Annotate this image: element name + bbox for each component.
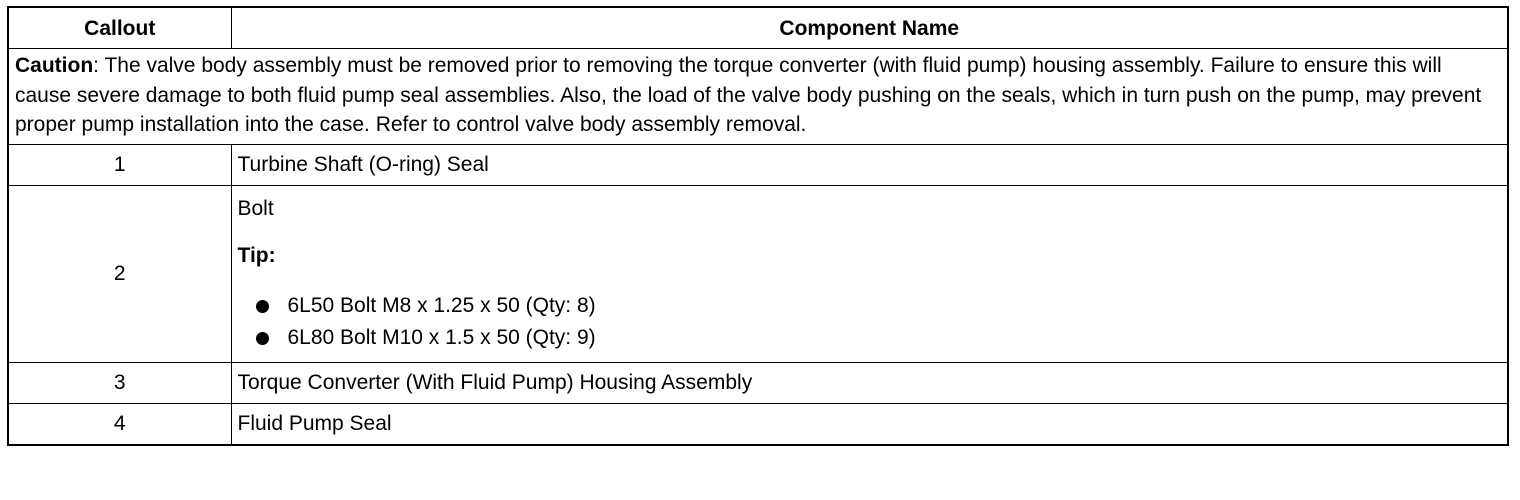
callout-cell: 4 [8, 403, 231, 445]
table-row [8, 403, 1508, 445]
tip-label: Tip: [237, 243, 276, 267]
header-callout: Callout [8, 7, 231, 49]
callout-cell: 3 [8, 362, 231, 403]
bullet-icon [256, 332, 269, 345]
caution-row [8, 49, 1508, 145]
table-row [8, 362, 1508, 403]
tip-text: 6L50 Bolt M8 x 1.25 x 50 (Qty: 8) [287, 293, 596, 317]
header-component-name: Component Name [231, 7, 1508, 49]
table-row [8, 144, 1508, 185]
header-row [8, 7, 1508, 49]
tip-item [238, 322, 1502, 354]
document-wrapper [7, 6, 1509, 446]
caution-cell [8, 49, 1508, 145]
tip-text: 6L80 Bolt M10 x 1.5 x 50 (Qty: 9) [287, 325, 596, 349]
component-name-cell: Turbine Shaft (O-ring) Seal [231, 144, 1508, 185]
callout-cell: 1 [8, 144, 231, 185]
tip-item [238, 290, 1502, 322]
component-name-cell: Fluid Pump Seal [231, 403, 1508, 445]
caution-label: Caution [15, 54, 94, 77]
caution-text: : The valve body assembly must be removed prior to removing the torque converter (with fluid pump) housing assembly. Failure to ensure this will cause severe damage to both fluid pump seal assemblies. Also, the load of the valve body pushing on the seals, which in turn push on the pump, may prevent proper pump installation into the case. Refer to control valve body assembly removal. [15, 54, 1482, 136]
component-table [7, 6, 1509, 446]
callout-cell: 2 [8, 185, 231, 362]
component-name-cell: Torque Converter (With Fluid Pump) Housing Assembly [231, 362, 1508, 403]
component-name-cell [231, 185, 1508, 362]
component-name: Bolt [237, 196, 274, 220]
bullet-icon [256, 300, 269, 313]
tip-list [238, 290, 1502, 354]
table-row [8, 185, 1508, 362]
